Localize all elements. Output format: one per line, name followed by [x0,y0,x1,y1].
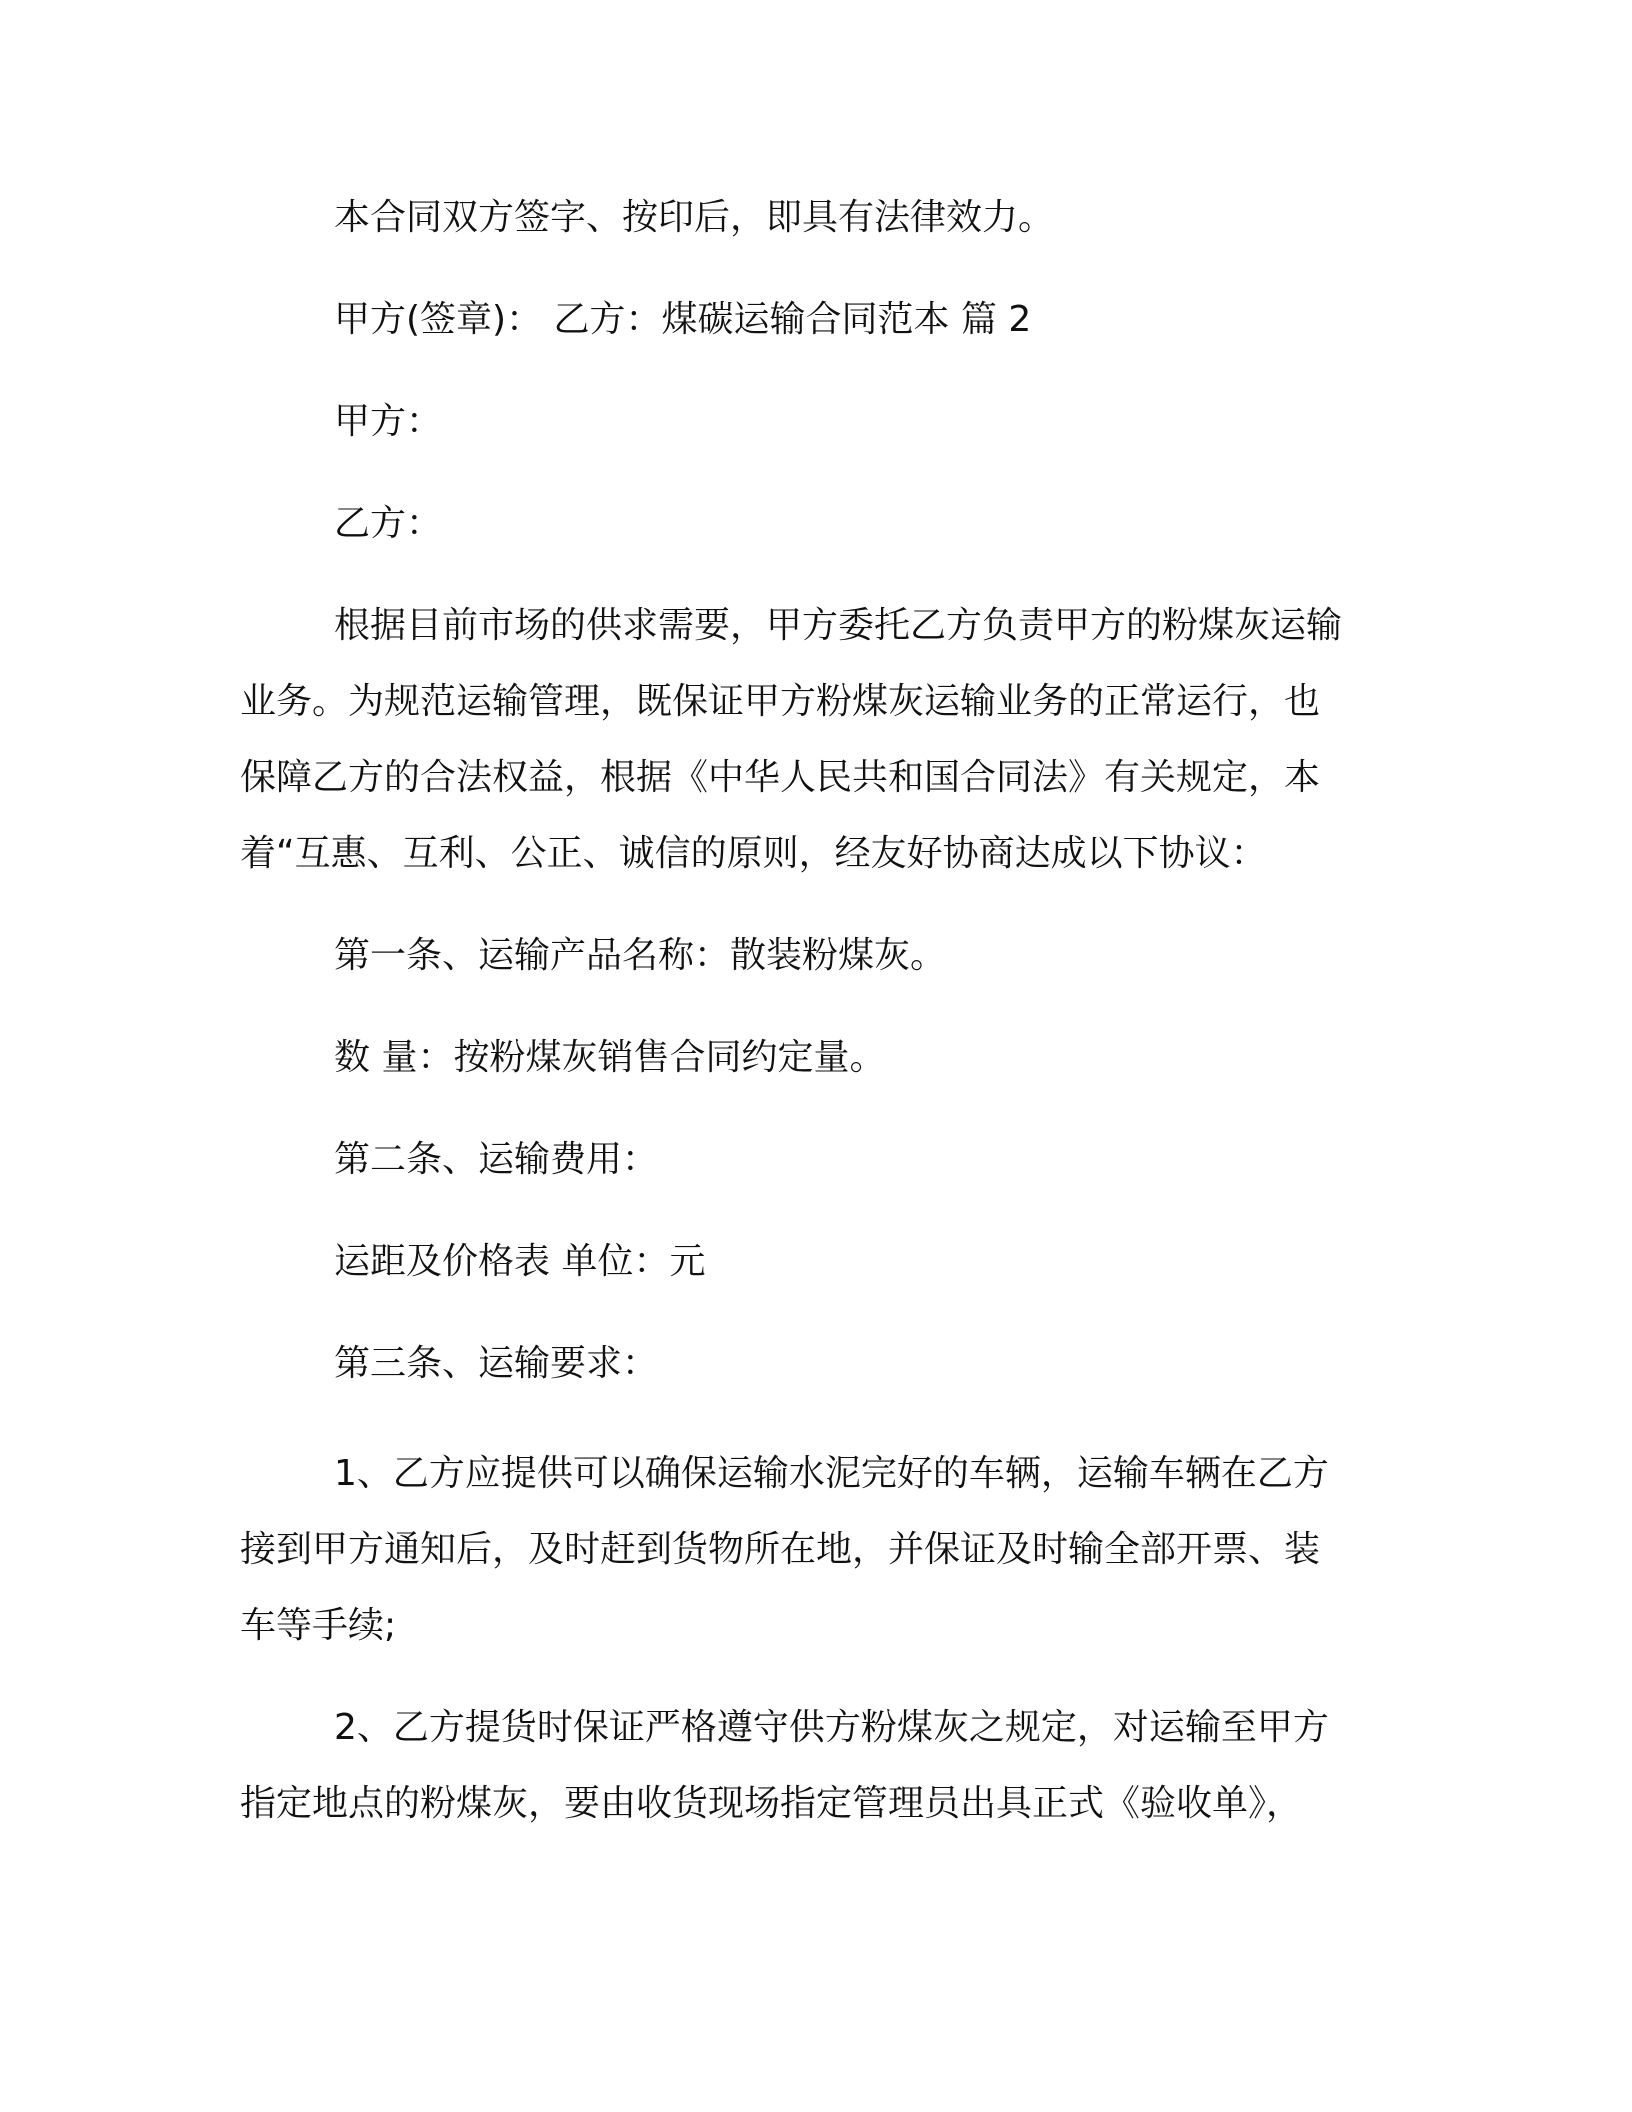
intro-paragraph-line-4: 着“互惠、互利、公正、诚信的原则，经友好协商达成以下协议： [240,833,1267,874]
article-1-product: 第一条、运输产品名称：散装粉煤灰。 [334,935,947,976]
requirement-1-line-1: 1、乙方应提供可以确保运输水泥完好的车辆，运输车辆在乙方 [334,1453,1329,1494]
requirement-2-line-1: 2、乙方提货时保证严格遵守供方粉煤灰之规定，对运输至甲方 [334,1707,1329,1748]
intro-paragraph-line-1: 根据目前市场的供求需要，甲方委托乙方负责甲方的粉煤灰运输 [334,605,1343,646]
article-2-heading: 第二条、运输费用： [334,1139,659,1180]
article-1-quantity: 数 量：按粉煤灰销售合同约定量。 [334,1037,886,1078]
requirement-1-line-3: 车等手续; [240,1605,397,1646]
intro-paragraph-line-3: 保障乙方的合法权益，根据《中华人民共和国合同法》有关规定，本 [240,757,1321,798]
signature-line: 甲方(签章)： 乙方：煤碳运输合同范本 篇 2 [334,299,1032,340]
price-table-label: 运距及价格表 单位：元 [334,1241,706,1282]
party-b-label: 乙方： [334,503,443,544]
party-a-label: 甲方： [334,401,443,442]
requirement-1-line-2: 接到甲方通知后，及时赶到货物所在地，并保证及时输全部开票、装 [240,1529,1321,1570]
article-3-heading: 第三条、运输要求： [334,1343,659,1384]
requirement-2-line-2: 指定地点的粉煤灰，要由收货现场指定管理员出具正式《验收单》， [240,1783,1303,1824]
intro-paragraph-line-2: 业务。为规范运输管理，既保证甲方粉煤灰运输业务的正常运行，也 [240,681,1321,722]
paragraph-effect-clause: 本合同双方签字、按印后，即具有法律效力。 [334,197,1055,238]
